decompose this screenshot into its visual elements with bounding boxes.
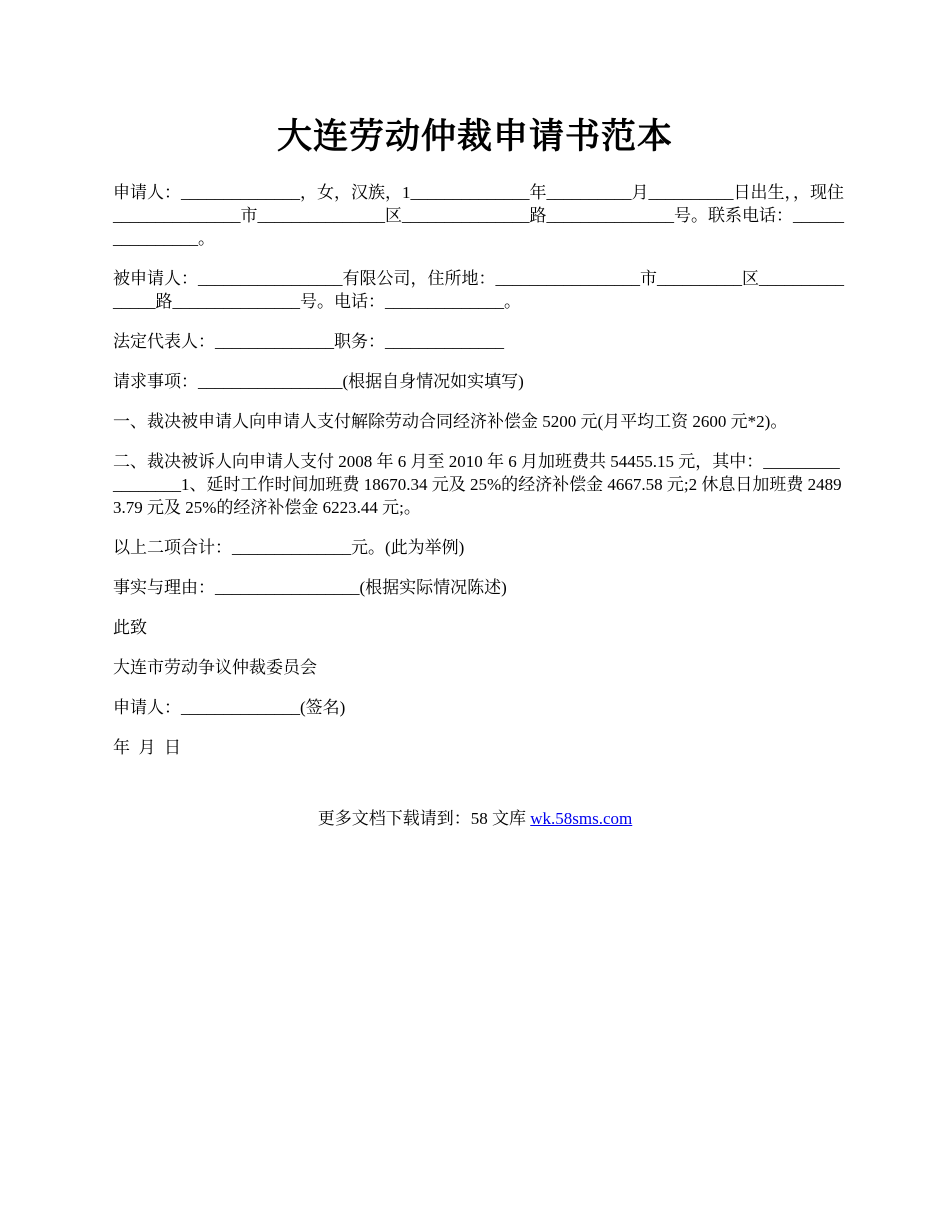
claims-heading-paragraph: 请求事项：_________________(根据自身情况如实填写) bbox=[113, 372, 524, 391]
claim-one-paragraph: 一、裁决被申请人向申请人支付解除劳动合同经济补偿金 5200 元(月平均工资 2600 元*2)。 bbox=[113, 412, 788, 431]
date-paragraph: 年 月 日 bbox=[113, 738, 181, 757]
footer-link[interactable]: wk.58sms.com bbox=[530, 809, 633, 828]
salutation-paragraph: 此致 bbox=[113, 618, 147, 637]
footer bbox=[0, 807, 950, 830]
total-paragraph: 以上二项合计：______________元。(此为举例) bbox=[113, 538, 465, 557]
claim-two-paragraph: 二、裁决被诉人向申请人支付 2008 年 6 月至 2010 年 6 月加班费共 54455.15 元，其中：_________________1、延时工作时间加班费 18670.34 元及 25%的经济补偿金 4667.58 元;2 休息日加班费 24893.79 元及 25%的经济补偿金 6223.44 元;。 bbox=[113, 452, 842, 517]
signature-paragraph: 申请人：______________(签名) bbox=[113, 698, 346, 717]
document-body bbox=[113, 181, 848, 776]
applicant-info-paragraph: 申请人：______________，女，汉族，1______________年__________月__________日出生，，现住_______________市_______________区_______________路_______________号。联系电话：________________。 bbox=[113, 183, 844, 248]
respondent-info-paragraph: 被申请人：_________________有限公司，住所地：_________________市__________区_______________路_______________号。电话：______________。 bbox=[113, 269, 844, 311]
legal-representative-paragraph: 法定代表人：______________职务：______________ bbox=[113, 332, 504, 351]
footer-text: 更多文档下载请到：58 文库 bbox=[317, 809, 531, 828]
recipient-paragraph: 大连市劳动争议仲裁委员会 bbox=[113, 658, 317, 677]
document-title: 大连劳动仲裁申请书范本 bbox=[276, 117, 673, 156]
facts-reasons-paragraph: 事实与理由：_________________(根据实际情况陈述) bbox=[113, 578, 507, 597]
